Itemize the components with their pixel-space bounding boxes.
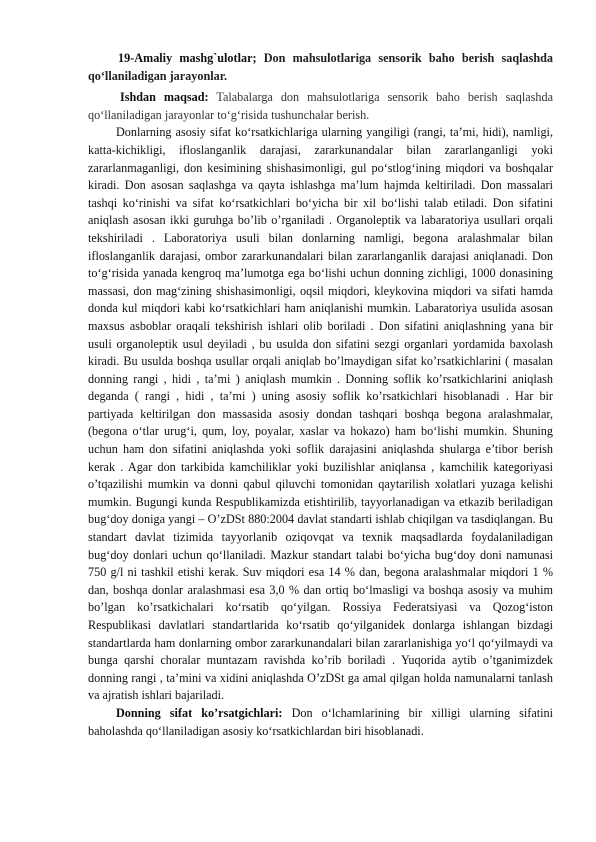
quality-indicators-paragraph xyxy=(88,705,553,740)
document-title xyxy=(88,50,553,85)
title-topic: Don mahsulotlariga sensorik baho berish saqlashda qo‘llaniladigan jarayonlar. xyxy=(88,51,554,83)
aim-text: Talabalarga don mahsulotlariga sensorik baho berish saqlashda qo‘llaniladigan jarayonlar to‘g‘risida tushunchalar berish. xyxy=(88,90,553,122)
aim-label: Ishdan maqsad: xyxy=(120,90,209,105)
aim-paragraph xyxy=(88,89,553,124)
main-paragraph: Donlarning asosiy sifat ko‘rsatkichlariga ularning yangiligi (rangi, ta’mi, hidi), namligi, katta-kichikligi, ifloslanganlik darajasi, zararkunandalar bilan zararlanganligi yoki zararlanmaganligi, don kesimining shishasimonligi, gul po‘stlog‘ining miqdori va boshqalar kiradi. Don asosan saqlashga va qayta ishlashga ma’lum hajmda keltiriladi. Don massalari tashqi ko‘rinishi va sifat ko‘rsatkichlari bo‘yicha bir xil bo‘lishi talab etiladi. Don sifatini aniqlash asosan ikki guruhga bo’lib o’rganiladi . Organoleptik va labaratoriya usullari orqali tekshiriladi . Laboratoriya usuli bilan donlarning namligi, begona aralashmalar bilan ifloslanganlik darajasi, ombor zararkunandalari bilan zararlanganlik darajasi aniqlanadi. Don to‘g‘risida yanada kengroq ma’lumotga ega bo‘lishi uchun donning zichligi, 1000 donasining massasi, don mag‘zining shishasimonligi, oqsil miqdori, kleykovina miqdori va sifati hamda donda kul miqdori kabi ko‘rsatkichlari ham aniqlanishi mumkin. Labaratoriya usulida asosan maxsus asboblar oraqali tekshirish ishlari olib boriladi . Don sifatini aniqlashning yana bir usuli organoleptik usul deyiladi , bu usulda don sifatini sezgi organlari yordamida baxolash kiradi. Bu usulda boshqa usullar orqali aniqlab bo’lmaydigan sifat ko’rsatkichlarini ( masalan donning rangi , hidi , ta’mi ) aniqlash mumkin . Donning soflik ko’rsatkichlarini aniqlash deganda ( rangi , hidi , ta’mi ) uning asosiy soflik ko’rsatkichlari hisoblanadi . Har bir partiyada keltirilgan don massasida asosiy dondan tashqari boshqa begona aralashmalar, (begona o‘tlar urug‘i, qum, loy, poyalar, xaslar va hokazo) ham bo‘lishi mumkin. Shuning uchun ham don sifatini aniqlashda yoki soflik darajasini aniqlashda shularga e’tibor berish kerak . Agar don tarkibida kamchiliklar yoki buzilishlar aniqlansa , kamchilik kategoriyasi o’tqazilishi mumkin va donni qabul qiluvchi tomonidan qaytarilish xolatlari yuzaga kelishi mumkin. Bugungi kunda Respublikamizda etishtirilib, tayyorlanadigan va etkazib beriladigan bug‘doy doniga yangi – O’zDSt 880:2004 davlat standarti ishlab chiqilgan va tasdiqlangan. Bu standart davlat tizimida tayyorlanib oziqovqat va texnik maqsadlarda foydalaniladigan bug‘doy donlari uchun qo‘llaniladi. Mazkur standart talabi bo‘yicha bug‘doy doni namunasi 750 g/l ni tashkil etishi kerak. Suv miqdori esa 14 % dan, begona aralashmalar miqdori 1 % dan, boshqa donlar aralashmasi esa 3,0 % dan ortiq bo‘lmasligi va boshqa asosiy va muhim bo’lgan ko’rsatkichalari ko‘rsatib qo‘yilgan. Rossiya Federatsiyasi va Qozog‘iston Respublikasi davlatlari standartlarida ko‘rsatib qo‘yilganidek donlarga ishlangan bizdagi standartlarda ham donlarning ombor zararkunandalari bilan zararlanishiga yo‘l qo‘yilmaydi va bunga qarshi choralar muntazam ravishda ko’rib boriladi . Yuqorida aytib o’tganimizdek donning rangi , ta’mini va xidini aniqlashda O’zDSt ga amal qilgan holda namunalarni tanlash va ajratish ishlari bajariladi. xyxy=(88,125,553,703)
quality-indicators-label: Donning sifat ko’rsatgichlari: xyxy=(116,705,283,720)
title-lesson-number: 19-Amaliy mashg`ulotlar; xyxy=(118,51,257,65)
quality-indicators-text: Don o‘lchamlarining bir xilligi ularning sifatini baholashda qo‘llaniladigan asosiy ko‘rsatkichlardan biri hisoblanadi. xyxy=(88,705,553,738)
document-page xyxy=(88,50,553,740)
